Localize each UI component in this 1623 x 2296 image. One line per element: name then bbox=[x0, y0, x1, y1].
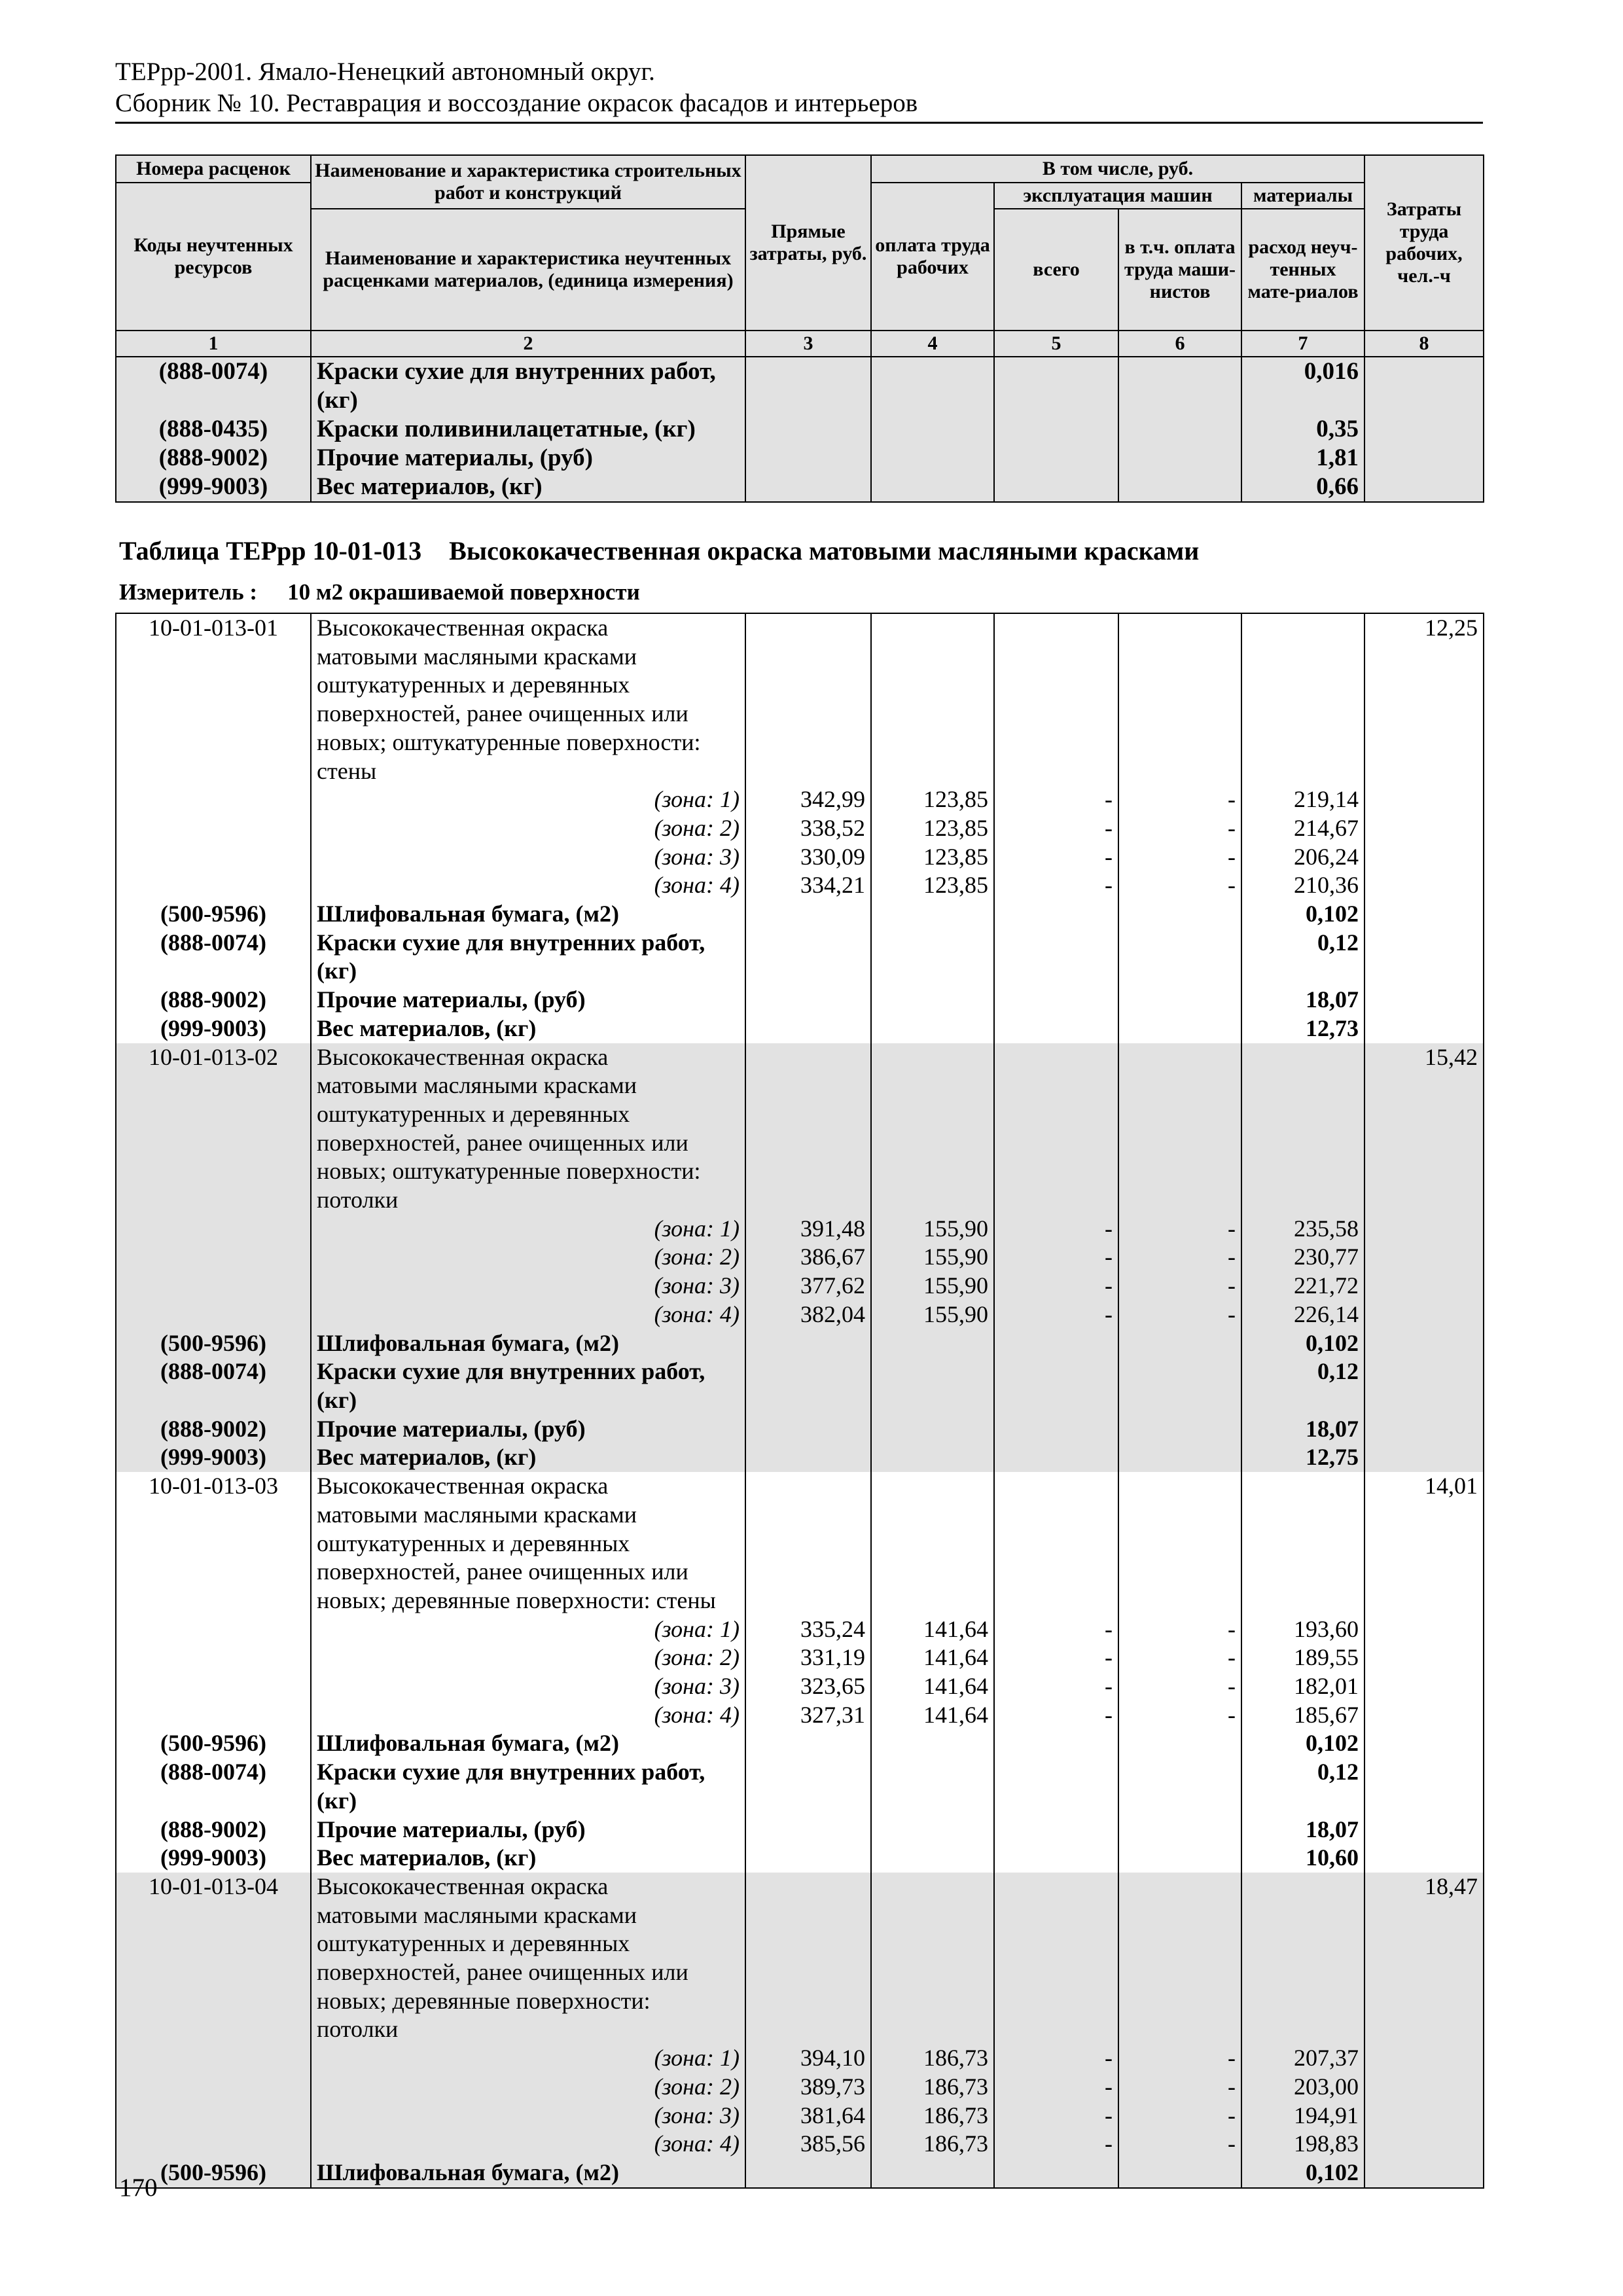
zone-row bbox=[116, 1215, 1484, 1244]
materials-cost: 219,14 bbox=[1241, 785, 1364, 814]
description-line: Высококачественная окраска bbox=[317, 1473, 609, 1499]
labor-pay: 141,64 bbox=[871, 1615, 994, 1644]
labor-pay: 155,90 bbox=[871, 1272, 994, 1300]
zone-label: (зона: 2) bbox=[311, 814, 745, 843]
zone-label: (зона: 2) bbox=[311, 2073, 745, 2102]
machinist-pay: - bbox=[1118, 1215, 1241, 1244]
machinist-pay: - bbox=[1118, 1643, 1241, 1672]
resource-value: 1,81 bbox=[1241, 444, 1364, 473]
col-header-pryamye: Прямые затраты, руб. bbox=[745, 155, 871, 331]
materials-cost: 214,67 bbox=[1241, 814, 1364, 843]
zone-label: (зона: 4) bbox=[311, 871, 745, 900]
resource-name: Прочие материалы, (руб) bbox=[311, 1816, 745, 1844]
labor-pay: 123,85 bbox=[871, 785, 994, 814]
labor-pay: 141,64 bbox=[871, 1643, 994, 1672]
zone-row bbox=[116, 1643, 1484, 1672]
description-line: новых; деревянные поверхности: стены bbox=[317, 1587, 716, 1613]
col-number-7: 7 bbox=[1241, 331, 1364, 357]
labor-cost: 14,01 bbox=[1364, 1472, 1484, 1729]
zone-row bbox=[116, 2102, 1484, 2130]
description-line: матовыми масляными красками bbox=[317, 1501, 637, 1528]
measure-value: 10 м2 окрашиваемой поверхности bbox=[287, 579, 640, 605]
labor-cost: 18,47 bbox=[1364, 1873, 1484, 2159]
resource-code: (888-0074) bbox=[116, 1357, 311, 1414]
table-title bbox=[119, 535, 1199, 566]
table-row bbox=[116, 473, 1484, 502]
machinist-pay: - bbox=[1118, 2044, 1241, 2073]
table-title-label: Таблица ТЕРрр 10-01-013 bbox=[119, 536, 422, 565]
rate-code: 10-01-013-01 bbox=[116, 613, 311, 900]
description-line: матовыми масляными красками bbox=[317, 643, 637, 670]
col-header-raskhod: расход неуч-тенных мате-риалов bbox=[1241, 209, 1364, 331]
col-number-1: 1 bbox=[116, 331, 311, 357]
labor-pay: 141,64 bbox=[871, 1701, 994, 1730]
direct-cost: 327,31 bbox=[745, 1701, 871, 1730]
labor-pay: 155,90 bbox=[871, 1243, 994, 1272]
resource-value: 0,12 bbox=[1241, 929, 1364, 986]
zone-label: (зона: 4) bbox=[311, 1300, 745, 1329]
machine-total: - bbox=[994, 785, 1118, 814]
resource-value: 0,66 bbox=[1241, 473, 1364, 502]
resource-value: 18,07 bbox=[1241, 986, 1364, 1014]
resource-value: 12,73 bbox=[1241, 1014, 1364, 1043]
resource-name: Вес материалов, (кг) bbox=[311, 473, 745, 502]
machinist-pay: - bbox=[1118, 1272, 1241, 1300]
resource-value: 18,07 bbox=[1241, 1816, 1364, 1844]
measure-label: Измеритель : bbox=[119, 579, 258, 605]
direct-cost: 323,65 bbox=[745, 1672, 871, 1701]
table-row bbox=[116, 415, 1484, 444]
materials-cost: 226,14 bbox=[1241, 1300, 1364, 1329]
resource-code: (500-9596) bbox=[116, 1329, 311, 1358]
machine-total: - bbox=[994, 2044, 1118, 2073]
resource-name: Вес материалов, (кг) bbox=[311, 1443, 745, 1472]
machinist-pay: - bbox=[1118, 2102, 1241, 2130]
resource-code: (500-9596) bbox=[116, 1729, 311, 1758]
zone-row bbox=[116, 1243, 1484, 1272]
machine-total: - bbox=[994, 1300, 1118, 1329]
column-header-table bbox=[115, 154, 1484, 503]
rate-code: 10-01-013-02 bbox=[116, 1043, 311, 1329]
direct-cost: 330,09 bbox=[745, 843, 871, 872]
machine-total: - bbox=[994, 2102, 1118, 2130]
machine-total: - bbox=[994, 1643, 1118, 1672]
description-line: оштукатуренных и деревянных bbox=[317, 1530, 630, 1556]
table-title-text: Высококачественная окраска матовыми масляными красками bbox=[449, 536, 1200, 565]
description-line: поверхностей, ранее очищенных или bbox=[317, 700, 688, 727]
resource-row bbox=[116, 1014, 1484, 1043]
resource-code: (500-9596) bbox=[116, 2159, 311, 2188]
labor-pay: 186,73 bbox=[871, 2102, 994, 2130]
description-line: поверхностей, ранее очищенных или bbox=[317, 1959, 688, 1986]
machine-total: - bbox=[994, 1615, 1118, 1644]
col-header-ekspluatatsiya: эксплуатация машин bbox=[994, 183, 1241, 209]
col-number-2: 2 bbox=[311, 331, 745, 357]
machinist-pay: - bbox=[1118, 1243, 1241, 1272]
zone-label: (зона: 1) bbox=[311, 2044, 745, 2073]
zone-row bbox=[116, 1300, 1484, 1329]
zone-label: (зона: 3) bbox=[311, 2102, 745, 2130]
resource-value: 0,016 bbox=[1241, 357, 1364, 415]
machine-total: - bbox=[994, 814, 1118, 843]
zone-label: (зона: 2) bbox=[311, 1643, 745, 1672]
direct-cost: 389,73 bbox=[745, 2073, 871, 2102]
resource-name: Прочие материалы, (руб) bbox=[311, 444, 745, 473]
machine-total: - bbox=[994, 2130, 1118, 2159]
rates-body bbox=[116, 613, 1484, 2188]
col-header-naimenovanie: Наименование и характеристика строительных работ и конструкций bbox=[311, 155, 745, 209]
materials-cost: 203,00 bbox=[1241, 2073, 1364, 2102]
direct-cost: 331,19 bbox=[745, 1643, 871, 1672]
resource-row bbox=[116, 986, 1484, 1014]
resource-code: (888-9002) bbox=[116, 986, 311, 1014]
resource-row bbox=[116, 1357, 1484, 1414]
rate-description bbox=[311, 1472, 745, 1615]
description-line: оштукатуренных и деревянных bbox=[317, 1930, 630, 1957]
col-header-zatraty: Затраты труда рабочих, чел.-ч bbox=[1364, 155, 1484, 331]
resource-value: 18,07 bbox=[1241, 1415, 1364, 1444]
resource-name: Краски сухие для внутренних работ, (кг) bbox=[311, 929, 745, 986]
direct-cost: 338,52 bbox=[745, 814, 871, 843]
machine-total: - bbox=[994, 1243, 1118, 1272]
direct-cost: 377,62 bbox=[745, 1272, 871, 1300]
labor-pay: 141,64 bbox=[871, 1672, 994, 1701]
resource-row bbox=[116, 1443, 1484, 1472]
description-line: Высококачественная окраска bbox=[317, 615, 609, 641]
materials-cost: 185,67 bbox=[1241, 1701, 1364, 1730]
zone-row bbox=[116, 2044, 1484, 2073]
zone-label: (зона: 4) bbox=[311, 1701, 745, 1730]
resource-row bbox=[116, 1816, 1484, 1844]
labor-pay: 123,85 bbox=[871, 843, 994, 872]
resource-name: Краски сухие для внутренних работ, (кг) bbox=[311, 1357, 745, 1414]
description-line: потолки bbox=[317, 1187, 399, 1213]
resource-code: (888-9002) bbox=[116, 1816, 311, 1844]
materials-cost: 194,91 bbox=[1241, 2102, 1364, 2130]
description-line: новых; деревянные поверхности: bbox=[317, 1987, 651, 2014]
rate-description bbox=[311, 613, 745, 785]
labor-pay: 123,85 bbox=[871, 814, 994, 843]
resource-code: (888-9002) bbox=[116, 1415, 311, 1444]
resource-name: Шлифовальная бумага, (м2) bbox=[311, 900, 745, 929]
resource-row bbox=[116, 1329, 1484, 1358]
materials-cost: 198,83 bbox=[1241, 2130, 1364, 2159]
resource-value: 0,102 bbox=[1241, 1329, 1364, 1358]
resource-name: Прочие материалы, (руб) bbox=[311, 986, 745, 1014]
machinist-pay: - bbox=[1118, 1615, 1241, 1644]
measure-line bbox=[119, 579, 640, 605]
col-number-6: 6 bbox=[1118, 331, 1241, 357]
zone-label: (зона: 3) bbox=[311, 1672, 745, 1701]
col-number-5: 5 bbox=[994, 331, 1118, 357]
resource-value: 10,60 bbox=[1241, 1844, 1364, 1873]
table-row bbox=[116, 357, 1484, 415]
description-line: Высококачественная окраска bbox=[317, 1043, 609, 1070]
zone-row bbox=[116, 2130, 1484, 2159]
resource-row bbox=[116, 1729, 1484, 1758]
direct-cost: 342,99 bbox=[745, 785, 871, 814]
resource-code: (500-9596) bbox=[116, 900, 311, 929]
labor-cost: 15,42 bbox=[1364, 1043, 1484, 1329]
resource-code: (999-9003) bbox=[116, 1014, 311, 1043]
description-line: поверхностей, ранее очищенных или bbox=[317, 1129, 688, 1156]
col-header-naim-neuchtennykh: Наименование и характеристика неучтенных расценками материалов, (единица измерения) bbox=[311, 209, 745, 331]
resource-name: Краски поливинилацетатные, (кг) bbox=[311, 415, 745, 444]
resource-name: Краски сухие для внутренних работ, (кг) bbox=[311, 357, 745, 415]
resource-name: Шлифовальная бумага, (м2) bbox=[311, 1729, 745, 1758]
machinist-pay: - bbox=[1118, 871, 1241, 900]
resource-code: (999-9003) bbox=[116, 473, 311, 502]
resource-value: 12,75 bbox=[1241, 1443, 1364, 1472]
zone-row bbox=[116, 2073, 1484, 2102]
description-line: оштукатуренных и деревянных bbox=[317, 672, 630, 698]
zone-label: (зона: 2) bbox=[311, 1243, 745, 1272]
materials-cost: 230,77 bbox=[1241, 1243, 1364, 1272]
resource-value: 0,102 bbox=[1241, 1729, 1364, 1758]
header-line-2: Сборник № 10. Реставрация и воссоздание окрасок фасадов и интерьеров bbox=[115, 89, 918, 117]
machine-total: - bbox=[994, 1701, 1118, 1730]
labor-cost: 12,25 bbox=[1364, 613, 1484, 900]
zone-label: (зона: 3) bbox=[311, 1272, 745, 1300]
resource-value: 0,12 bbox=[1241, 1758, 1364, 1815]
rate-description bbox=[311, 1043, 745, 1215]
resource-row bbox=[116, 2159, 1484, 2188]
description-line: оштукатуренных и деревянных bbox=[317, 1100, 630, 1127]
resource-name: Шлифовальная бумага, (м2) bbox=[311, 1329, 745, 1358]
labor-pay: 155,90 bbox=[871, 1300, 994, 1329]
direct-cost: 381,64 bbox=[745, 2102, 871, 2130]
zone-row bbox=[116, 1672, 1484, 1701]
direct-cost: 382,04 bbox=[745, 1300, 871, 1329]
zone-label: (зона: 1) bbox=[311, 785, 745, 814]
zone-row bbox=[116, 843, 1484, 872]
resource-code: (888-0435) bbox=[116, 415, 311, 444]
resource-name: Прочие материалы, (руб) bbox=[311, 1415, 745, 1444]
machinist-pay: - bbox=[1118, 1701, 1241, 1730]
zone-row bbox=[116, 1615, 1484, 1644]
machine-total: - bbox=[994, 843, 1118, 872]
materials-cost: 193,60 bbox=[1241, 1615, 1364, 1644]
materials-cost: 221,72 bbox=[1241, 1272, 1364, 1300]
machinist-pay: - bbox=[1118, 2073, 1241, 2102]
direct-cost: 386,67 bbox=[745, 1243, 871, 1272]
resource-value: 0,12 bbox=[1241, 1357, 1364, 1414]
resource-value: 0,102 bbox=[1241, 2159, 1364, 2188]
direct-cost: 335,24 bbox=[745, 1615, 871, 1644]
resource-code: (888-0074) bbox=[116, 1758, 311, 1815]
rates-table bbox=[115, 613, 1484, 2189]
resource-name: Шлифовальная бумага, (м2) bbox=[311, 2159, 745, 2188]
description-line: новых; оштукатуренные поверхности: bbox=[317, 1158, 701, 1185]
resource-code: (888-9002) bbox=[116, 444, 311, 473]
machine-total: - bbox=[994, 2073, 1118, 2102]
resource-row bbox=[116, 1415, 1484, 1444]
zone-label: (зона: 3) bbox=[311, 843, 745, 872]
resource-code: (999-9003) bbox=[116, 1443, 311, 1472]
resource-name: Вес материалов, (кг) bbox=[311, 1844, 745, 1873]
zone-label: (зона: 4) bbox=[311, 2130, 745, 2159]
table-row bbox=[116, 444, 1484, 473]
col-header-vsego: всего bbox=[994, 209, 1118, 331]
labor-pay: 186,73 bbox=[871, 2130, 994, 2159]
zone-row bbox=[116, 814, 1484, 843]
direct-cost: 334,21 bbox=[745, 871, 871, 900]
zone-label: (зона: 1) bbox=[311, 1215, 745, 1244]
labor-pay: 155,90 bbox=[871, 1215, 994, 1244]
description-line: потолки bbox=[317, 2016, 399, 2043]
materials-cost: 210,36 bbox=[1241, 871, 1364, 900]
direct-cost: 391,48 bbox=[745, 1215, 871, 1244]
resource-name: Вес материалов, (кг) bbox=[311, 1014, 745, 1043]
header-line-1: ТЕРрр-2001. Ямало-Ненецкий автономный округ. bbox=[115, 58, 655, 86]
col-number-8: 8 bbox=[1364, 331, 1484, 357]
col-number-4: 4 bbox=[871, 331, 994, 357]
machinist-pay: - bbox=[1118, 843, 1241, 872]
description-line: новых; оштукатуренные поверхности: bbox=[317, 728, 701, 755]
zone-row bbox=[116, 1701, 1484, 1730]
col-header-oplata: оплата труда рабочих bbox=[871, 183, 994, 331]
materials-cost: 189,55 bbox=[1241, 1643, 1364, 1672]
resource-row bbox=[116, 900, 1484, 929]
col-header-kody: Коды неучтенных ресурсов bbox=[116, 183, 311, 331]
materials-cost: 206,24 bbox=[1241, 843, 1364, 872]
machinist-pay: - bbox=[1118, 785, 1241, 814]
machinist-pay: - bbox=[1118, 2130, 1241, 2159]
resource-row bbox=[116, 1844, 1484, 1873]
rate-description bbox=[311, 1873, 745, 2044]
resource-value: 0,102 bbox=[1241, 900, 1364, 929]
machine-total: - bbox=[994, 1272, 1118, 1300]
materials-cost: 235,58 bbox=[1241, 1215, 1364, 1244]
col-header-v-tom-chisle: В том числе, руб. bbox=[871, 155, 1364, 183]
labor-pay: 186,73 bbox=[871, 2073, 994, 2102]
direct-cost: 394,10 bbox=[745, 2044, 871, 2073]
col-number-3: 3 bbox=[745, 331, 871, 357]
labor-pay: 186,73 bbox=[871, 2044, 994, 2073]
zone-label: (зона: 1) bbox=[311, 1615, 745, 1644]
col-header-materialy: материалы bbox=[1241, 183, 1364, 209]
description-line: Высококачественная окраска bbox=[317, 1873, 609, 1899]
page-number: 170 bbox=[119, 2174, 158, 2202]
description-line: поверхностей, ранее очищенных или bbox=[317, 1558, 688, 1585]
labor-pay: 123,85 bbox=[871, 871, 994, 900]
resource-name: Краски сухие для внутренних работ, (кг) bbox=[311, 1758, 745, 1815]
resource-code: (999-9003) bbox=[116, 1844, 311, 1873]
description-line: матовыми масляными красками bbox=[317, 1072, 637, 1099]
col-header-v-t-ch: в т.ч. оплата труда маши-нистов bbox=[1118, 209, 1241, 331]
zone-row bbox=[116, 1272, 1484, 1300]
materials-cost: 182,01 bbox=[1241, 1672, 1364, 1701]
rate-code: 10-01-013-04 bbox=[116, 1873, 311, 2159]
description-line: стены bbox=[317, 757, 377, 784]
col-header-nomera: Номера расценок bbox=[116, 155, 311, 183]
machinist-pay: - bbox=[1118, 1672, 1241, 1701]
resource-row bbox=[116, 929, 1484, 986]
running-header bbox=[115, 56, 1483, 124]
machine-total: - bbox=[994, 871, 1118, 900]
materials-cost: 207,37 bbox=[1241, 2044, 1364, 2073]
resource-code: (888-0074) bbox=[116, 929, 311, 986]
machinist-pay: - bbox=[1118, 1300, 1241, 1329]
machinist-pay: - bbox=[1118, 814, 1241, 843]
resource-value: 0,35 bbox=[1241, 415, 1364, 444]
resource-row bbox=[116, 1758, 1484, 1815]
zone-row bbox=[116, 871, 1484, 900]
machine-total: - bbox=[994, 1672, 1118, 1701]
zone-row bbox=[116, 785, 1484, 814]
machine-total: - bbox=[994, 1215, 1118, 1244]
description-line: матовыми масляными красками bbox=[317, 1901, 637, 1928]
rate-code: 10-01-013-03 bbox=[116, 1472, 311, 1729]
resource-code: (888-0074) bbox=[116, 357, 311, 415]
direct-cost: 385,56 bbox=[745, 2130, 871, 2159]
